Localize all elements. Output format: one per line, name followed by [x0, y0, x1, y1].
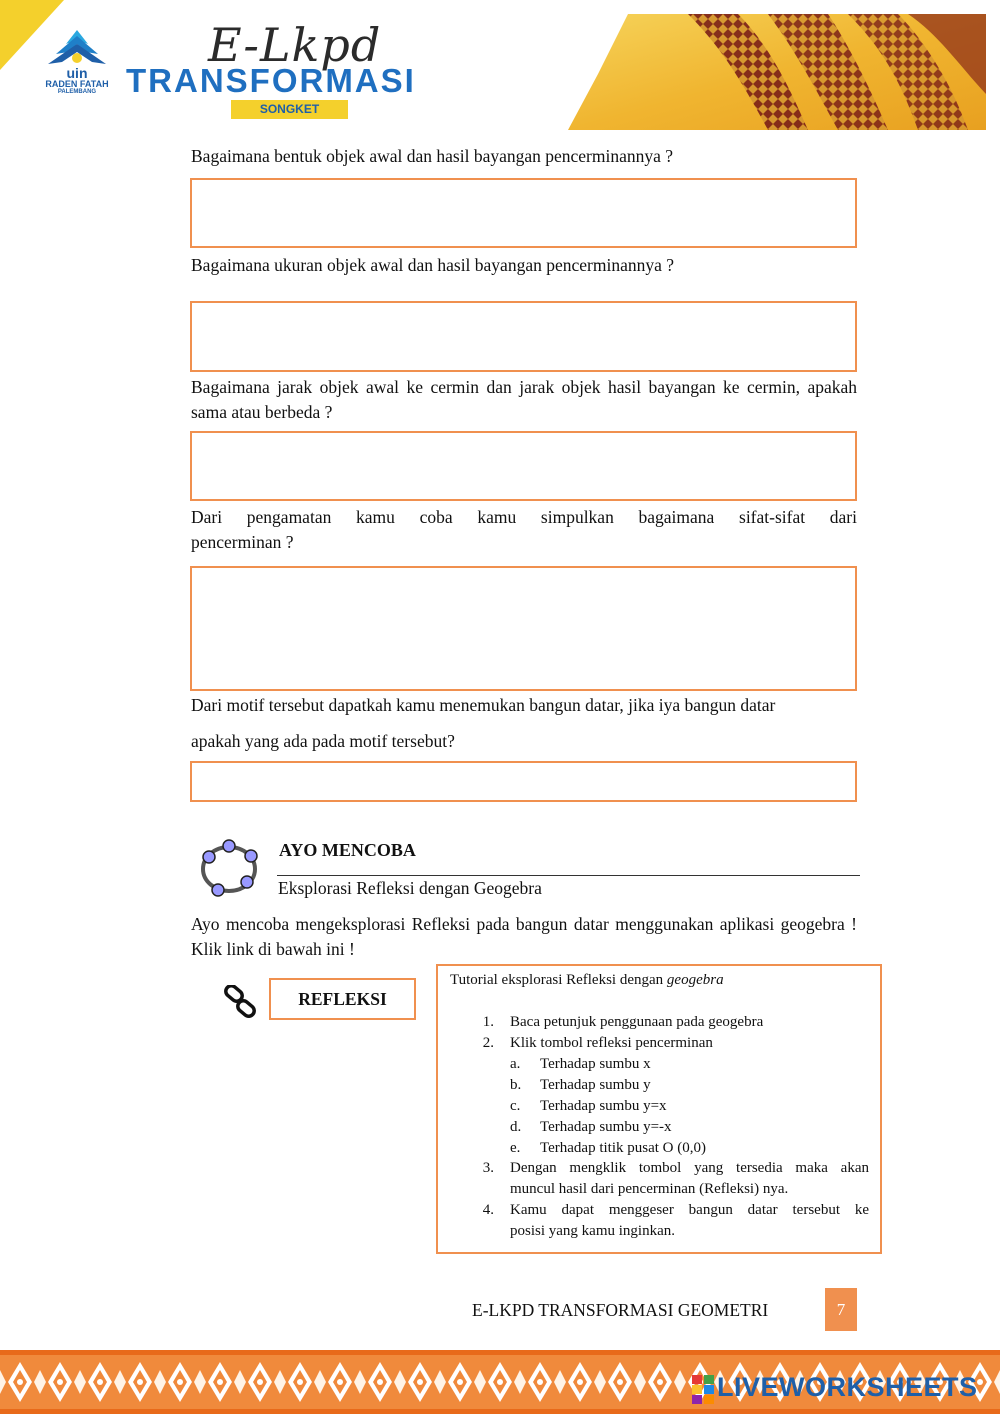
answer-box-3[interactable] [190, 431, 857, 501]
list-item [474, 1200, 869, 1242]
tutorial-title-prefix: Tutorial eksplorasi Refleksi dengan [450, 972, 667, 988]
ayo-mencoba-subtitle: Eksplorasi Refleksi dengan Geogebra [278, 878, 542, 898]
sub-list-text: Terhadap titik pusat O (0,0) [540, 1140, 706, 1156]
ayo-mencoba-title: AYO MENCOBA [279, 840, 416, 860]
list-item-line-2: posisi yang kamu inginkan. [510, 1223, 675, 1239]
script-title: E-Lkpd [208, 18, 382, 72]
question-5-line-2: apakah yang ada pada motif tersebut? [191, 731, 455, 751]
question-5-line-1: Dari motif tersebut dapatkah kamu menemukan bangun datar, jika iya bangun datar [191, 695, 776, 715]
list-item [474, 1158, 869, 1200]
list-item [474, 1012, 864, 1033]
ayo-divider [277, 875, 860, 876]
songket-fabric-image [568, 14, 986, 130]
question-1: Bagaimana bentuk objek awal dan hasil bayangan pencerminannya ? [191, 146, 674, 166]
sub-list-item [510, 1054, 651, 1075]
logo-uin: uin [66, 65, 88, 81]
sub-list-item [510, 1138, 706, 1159]
list-item-text: Baca petunjuk penggunaan pada geogebra [510, 1014, 764, 1030]
tutorial-title-italic: geogebra [666, 972, 724, 988]
list-number: 1. [482, 1014, 494, 1030]
liveworksheets-logo-icon [692, 1375, 714, 1405]
logo-name: RADEN FATAH [45, 79, 109, 89]
refleksi-link-button[interactable]: REFLEKSI [269, 978, 416, 1020]
sub-list-letter: e. [510, 1140, 521, 1156]
answer-box-2[interactable] [190, 301, 857, 372]
sub-list-item [510, 1075, 651, 1096]
sub-list-text: Terhadap sumbu x [540, 1056, 651, 1072]
sub-list-letter: a. [510, 1056, 521, 1072]
sub-list-letter: d. [510, 1119, 522, 1135]
footer-title: E-LKPD TRANSFORMASI GEOMETRI [472, 1300, 769, 1320]
sub-list-text: Terhadap sumbu y [540, 1077, 651, 1093]
logo-city: PALEMBANG [57, 89, 97, 95]
question-4 [191, 505, 857, 555]
tutorial-title [450, 972, 724, 989]
list-item [474, 1033, 864, 1054]
liveworksheets-brand: LIVEWORKSHEETS [717, 1372, 978, 1402]
question-2: Bagaimana ukuran objek awal dan hasil bayangan pencerminannya ? [191, 255, 675, 275]
logo-text [36, 66, 118, 95]
sub-list-item [510, 1117, 672, 1138]
link-icon[interactable] [223, 985, 259, 1019]
list-number: 3. [482, 1160, 494, 1176]
list-number: 2. [482, 1035, 494, 1051]
ayo-mencoba-text: Ayo mencoba mengeksplorasi Refleksi pada bangun datar menggunakan aplikasi geogebra ! Klik link di bawah ini ! [191, 914, 857, 959]
list-item-line-1: Dengan mengklik tombol yang tersedia maka akan [510, 1160, 869, 1176]
page-number: 7 [825, 1288, 857, 1331]
main-title: TRANSFORMASI [126, 62, 416, 99]
question-4-line-1: Dari pengamatan kamu coba kamu simpulkan bagaimana sifat-sifat dari [191, 507, 857, 527]
list-item-line-2: muncul hasil dari pencerminan (Refleksi) nya. [510, 1181, 789, 1197]
sub-list-text: Terhadap sumbu y=-x [540, 1119, 672, 1135]
list-item-text: Klik tombol refleksi pencerminan [510, 1035, 713, 1051]
geogebra-icon [196, 838, 262, 900]
sub-list-letter: c. [510, 1098, 521, 1114]
songket-badge: SONGKET [231, 100, 348, 119]
question-4-line-2: pencerminan ? [191, 532, 294, 552]
sub-list-text: Terhadap sumbu y=x [540, 1098, 667, 1114]
answer-box-5[interactable] [190, 761, 857, 802]
answer-box-4[interactable] [190, 566, 857, 691]
question-3: Bagaimana jarak objek awal ke cermin dan jarak objek hasil bayangan ke cermin, apakah sama atau berbeda ? [191, 377, 857, 422]
list-item-line-1: Kamu dapat menggeser bangun datar tersebut ke [510, 1202, 869, 1218]
answer-box-1[interactable] [190, 178, 857, 248]
list-number: 4. [482, 1202, 494, 1218]
sub-list-item [510, 1096, 667, 1117]
sub-list-letter: b. [510, 1077, 522, 1093]
